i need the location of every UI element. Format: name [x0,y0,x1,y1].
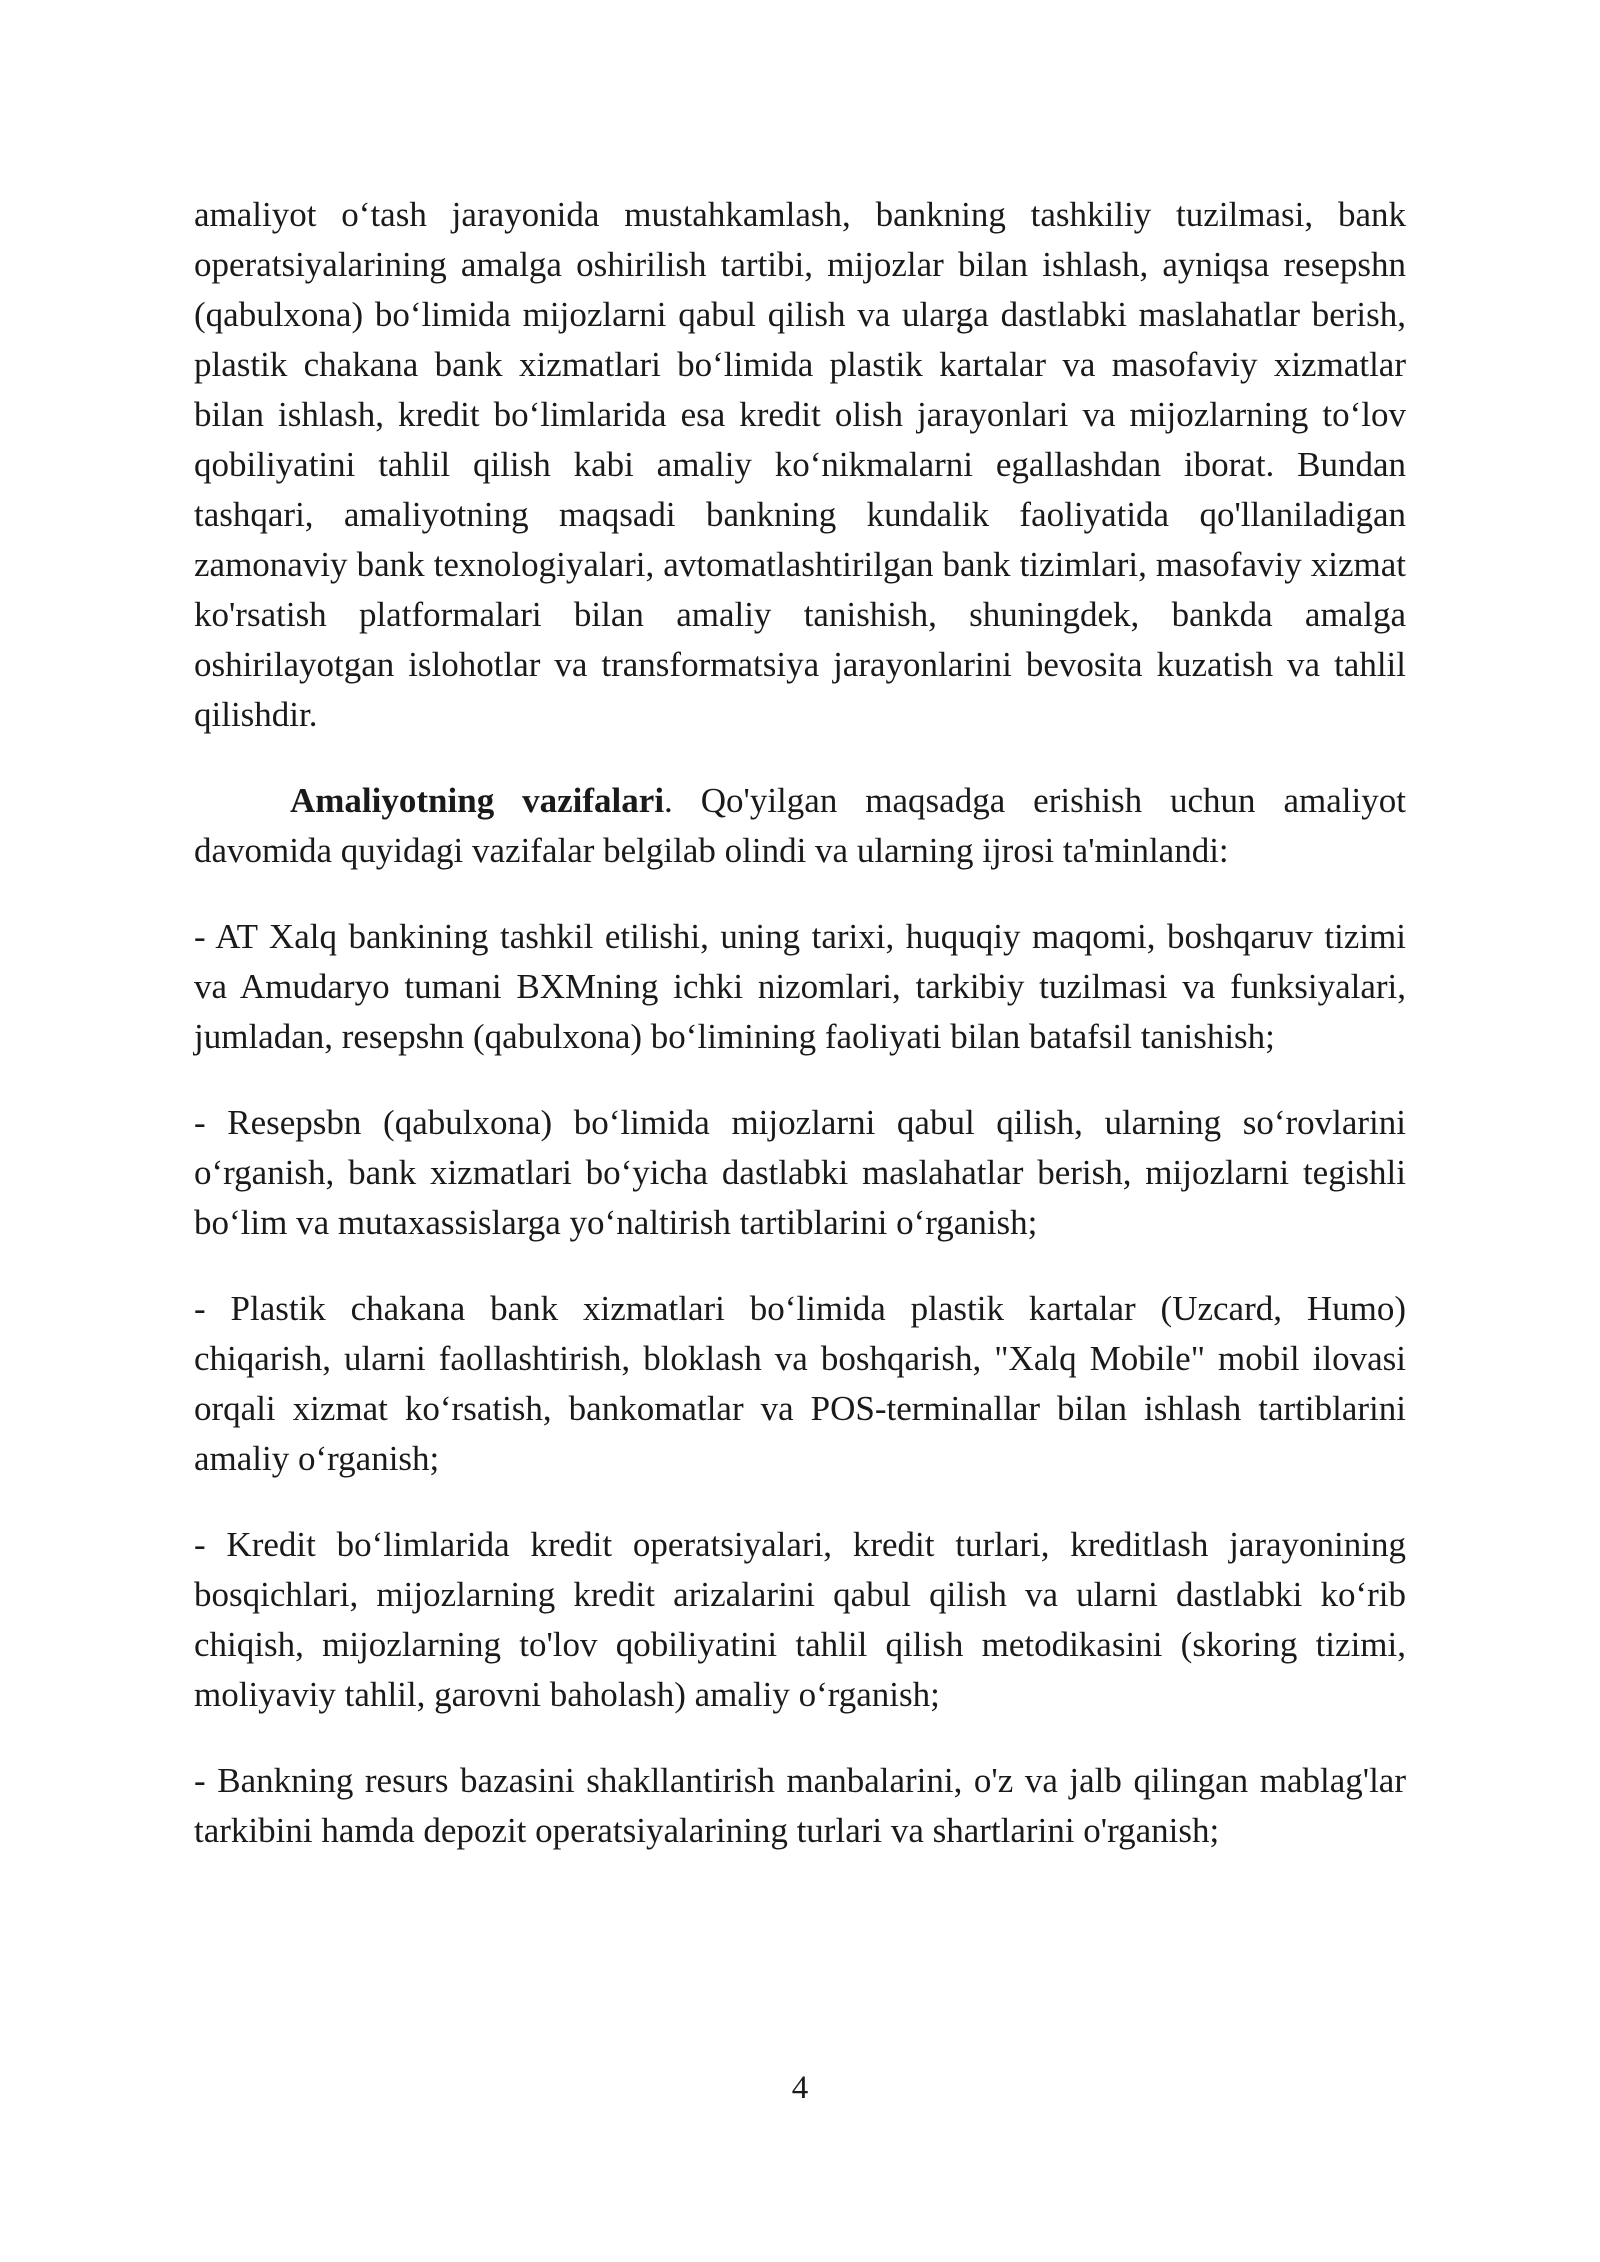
intro-paragraph: amaliyot o‘tash jarayonida mustahkamlash, bankning tashkiliy tuzilmasi, bank operatsiyalarining amalga oshirilish tartibi, mijozlar bilan ishlash, ayniqsa resepshn (qabulxona) bo‘limida mijozlarni qabul qilish va ularga dastlabki maslahatlar berish, plastik chakana bank xizmatlari bo‘limida plastik kartalar va masofaviy xizmatlar bilan ishlash, kredit bo‘limlarida esa kredit olish jarayonlari va mijozlarning to‘lov qobiliyatini tahlil qilish kabi amaliy ko‘nikmalarni egallashdan iborat. Bundan tashqari, amaliyotning maqsadi bankning kundalik faoliyatida qo'llaniladigan zamonaviy bank texnologiyalari, avtomatlashtirilgan bank tizimlari, masofaviy xizmat ko'rsatish platformalari bilan amaliy tanishish, shuningdek, bankda amalga oshirilayotgan islohotlar va transformatsiya jarayonlarini bevosita kuzatish va tahlil qilishdir. [194,195,1406,734]
document-page [194,190,1406,1892]
tasks-heading: Amaliyotning vazifalari [290,781,665,820]
page-number: 4 [791,2070,809,2106]
task-item: - Resepsbn (qabulxona) bo‘limida mijozlarni qabul qilish, ularning so‘rovlarini o‘rganish, bank xizmatlari bo‘yicha dastlabki maslahatlar berish, mijozlarni tegishli bo‘lim va mutaxassislarga yo‘naltirish tartiblarini o‘rganish; [194,1103,1406,1242]
task-item: - Plastik chakana bank xizmatlari bo‘limida plastik kartalar (Uzcard, Humo) chiqarish, ularni faollashtirish, bloklash va boshqarish, "Xalq Mobile" mobil ilovasi orqali xizmat ko‘rsatish, bankomatlar va POS-terminallar bilan ishlash tartiblarini amaliy o‘rganish; [194,1289,1406,1478]
task-item: - AT Xalq bankining tashkil etilishi, uning tarixi, huquqiy maqomi, boshqaruv tizimi va Amudaryo tumani BXMning ichki nizomlari, tarkibiy tuzilmasi va funksiyalari, jumladan, resepshn (qabulxona) bo‘limining faoliyati bilan batafsil tanishish; [194,917,1406,1056]
tasks-intro: . Qo'yilgan maqsadga erishish uchun amaliyot davomida quyidagi vazifalar belgilab olindi va ularning ijrosi ta'minlandi: [194,781,1406,870]
task-item: - Kredit bo‘limlarida kredit operatsiyalari, kredit turlari, kreditlash jarayonining bosqichlari, mijozlarning kredit arizalarini qabul qilish va ularni dastlabki ko‘rib chiqish, mijozlarning to'lov qobiliyatini tahlil qilish metodikasini (skoring tizimi, moliyaviy tahlil, garovni baholash) amaliy o‘rganish; [194,1525,1406,1714]
task-item: - Bankning resurs bazasini shakllantirish manbalarini, o'z va jalb qilingan mablag'lar tarkibini hamda depozit operatsiyalarining turlari va shartlarini o'rganish; [194,1761,1406,1850]
tasks-paragraph [194,776,1406,876]
